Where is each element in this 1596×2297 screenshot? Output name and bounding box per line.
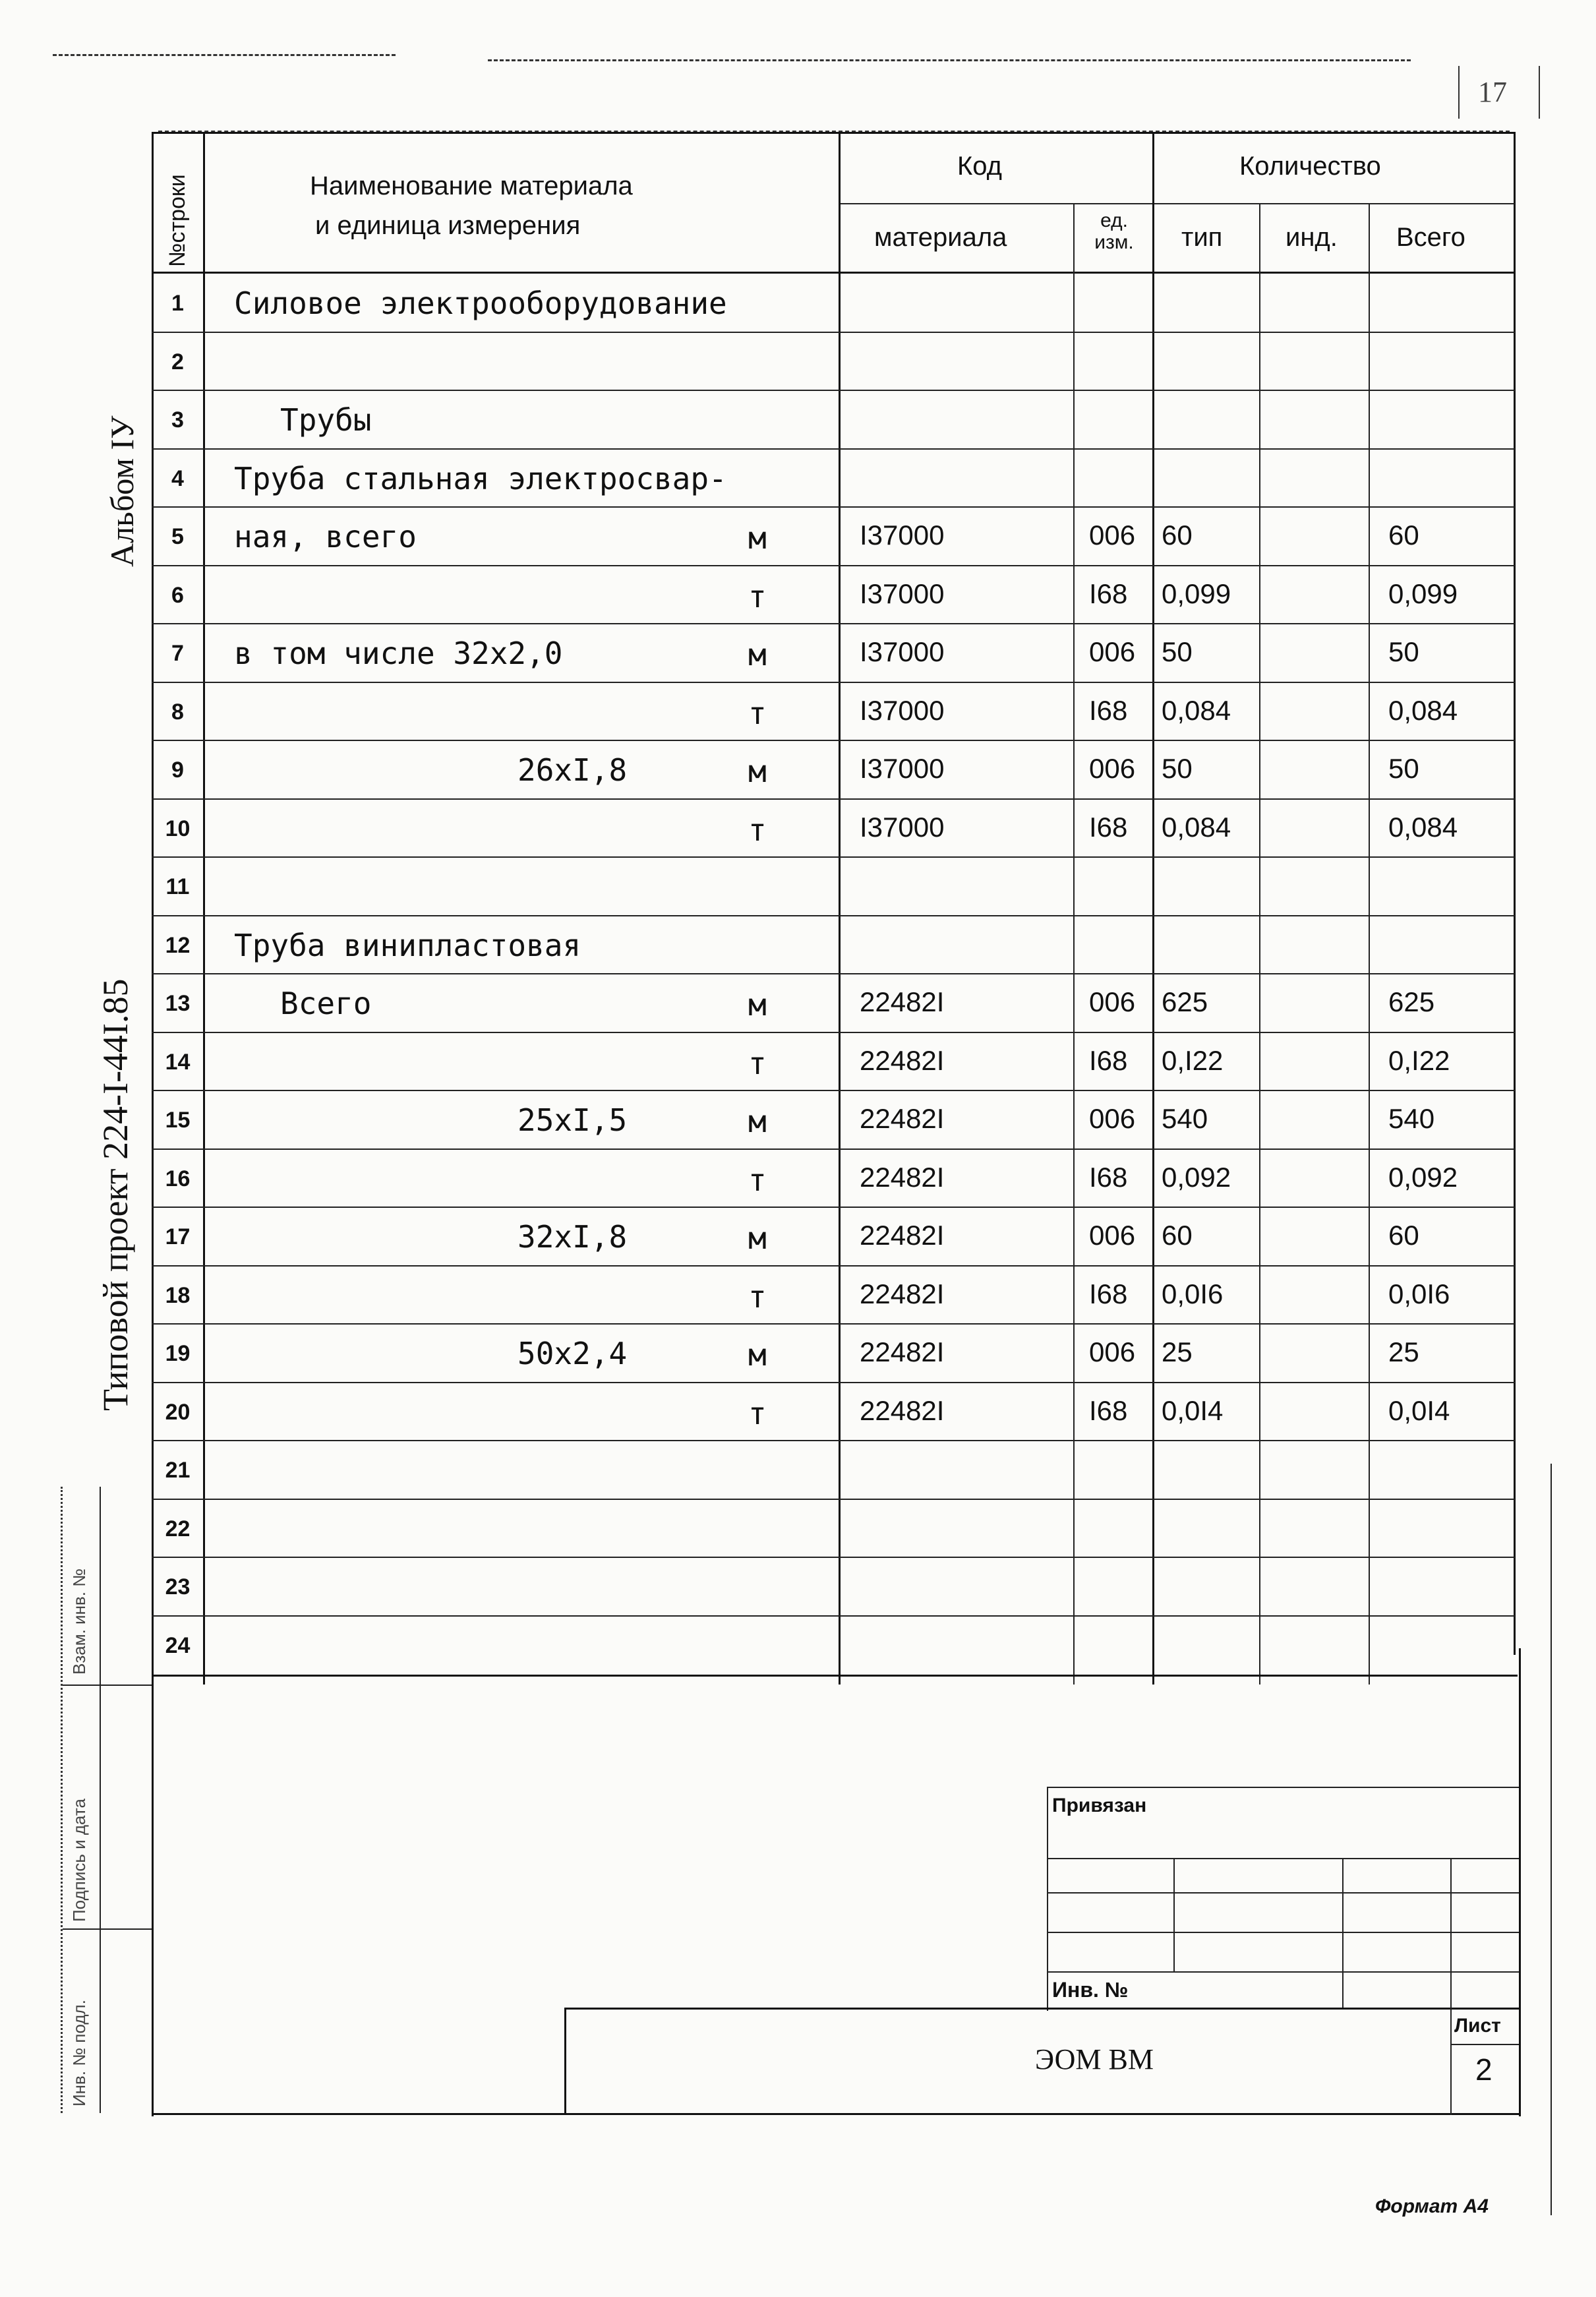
- header-code-material: материала: [874, 223, 1007, 252]
- row-number: 19: [165, 1341, 191, 1366]
- item-name: 32хI,8: [517, 1219, 628, 1255]
- qty-total: 0,084: [1388, 811, 1458, 843]
- material-code: 22482I: [860, 1161, 945, 1193]
- header-quantity: Количество: [1239, 152, 1381, 181]
- unit: т: [748, 812, 767, 848]
- row-number: 24: [165, 1632, 191, 1658]
- unit-code: 006: [1089, 986, 1136, 1017]
- row-number: 20: [165, 1399, 191, 1425]
- qty-total: 540: [1388, 1103, 1435, 1134]
- stamp-sheet-number: 2: [1475, 2052, 1493, 2087]
- header-qty-ind: инд.: [1286, 223, 1338, 252]
- material-code: I37000: [860, 636, 945, 667]
- material-code: 22482I: [860, 986, 945, 1017]
- material-code: I37000: [860, 753, 945, 784]
- unit-code: 006: [1089, 1103, 1136, 1134]
- row-number: 14: [165, 1049, 191, 1075]
- item-name: Силовое электрооборудование: [234, 285, 727, 321]
- row-number: 4: [171, 465, 184, 491]
- qty-total: 625: [1388, 986, 1435, 1017]
- material-code: 22482I: [860, 1394, 945, 1426]
- material-code: I37000: [860, 694, 945, 726]
- header-name-line2: и единица измерения: [315, 211, 581, 240]
- header-code: Код: [957, 152, 1003, 181]
- qty-type: 0,099: [1162, 578, 1231, 609]
- strip-original-inv: Инв. № подл.: [69, 2000, 89, 2106]
- stamp-inv-no: Инв. №: [1052, 1978, 1129, 2002]
- row-number: 9: [171, 758, 184, 783]
- unit: м: [748, 1220, 767, 1256]
- row-number: 21: [165, 1458, 191, 1483]
- row-number: 12: [165, 932, 191, 958]
- row-number: 6: [171, 582, 184, 608]
- row-number: 1: [171, 291, 184, 316]
- qty-type: 0,092: [1162, 1161, 1231, 1193]
- qty-total: 0,099: [1388, 578, 1458, 609]
- unit-code: 006: [1089, 520, 1136, 551]
- unit: т: [748, 695, 767, 731]
- item-name: Труба винипластовая: [234, 927, 581, 963]
- material-code: I37000: [860, 520, 945, 551]
- item-name: 50х2,4: [517, 1336, 628, 1371]
- row-number: 8: [171, 699, 184, 725]
- row-number: 15: [165, 1108, 191, 1133]
- qty-type: 0,I22: [1162, 1044, 1224, 1076]
- row-number: 13: [165, 991, 191, 1016]
- album-label: Альбом IУ: [103, 415, 140, 567]
- qty-type: 625: [1162, 986, 1208, 1017]
- row-number: 18: [165, 1282, 191, 1308]
- row-number: 22: [165, 1516, 191, 1541]
- item-name: ная, всего: [234, 519, 417, 554]
- unit-code: I68: [1089, 1161, 1128, 1193]
- stamp-sheet-label: Лист: [1454, 2015, 1501, 2037]
- qty-total: 0,092: [1388, 1161, 1458, 1193]
- qty-type: 0,084: [1162, 811, 1231, 843]
- qty-total: 50: [1388, 753, 1419, 784]
- unit-code: I68: [1089, 811, 1128, 843]
- qty-type: 50: [1162, 636, 1193, 667]
- row-number: 23: [165, 1574, 191, 1599]
- row-number: 10: [165, 816, 191, 841]
- qty-total: 25: [1388, 1336, 1419, 1367]
- qty-type: 25: [1162, 1336, 1193, 1367]
- strip-signature-date: Подпись и дата: [69, 1798, 89, 1922]
- unit-code: I68: [1089, 1278, 1128, 1309]
- unit: м: [748, 520, 767, 556]
- unit: т: [748, 1045, 767, 1081]
- header-row-number: №строки: [165, 174, 190, 267]
- material-code: I37000: [860, 811, 945, 843]
- qty-total: 60: [1388, 1220, 1419, 1251]
- unit-code: 006: [1089, 636, 1136, 667]
- qty-type: 0,084: [1162, 694, 1231, 726]
- unit-code: 006: [1089, 753, 1136, 784]
- unit: м: [748, 637, 767, 672]
- row-number: 3: [171, 407, 184, 433]
- project-label: Типовой проект 224-I-44I.85: [96, 978, 135, 1411]
- material-code: 22482I: [860, 1044, 945, 1076]
- qty-total: 50: [1388, 636, 1419, 667]
- unit-code: 006: [1089, 1220, 1136, 1251]
- unit-code: I68: [1089, 694, 1128, 726]
- unit: т: [748, 1395, 767, 1431]
- unit: т: [748, 1278, 767, 1315]
- unit: м: [748, 754, 767, 789]
- item-name: 26хI,8: [517, 752, 628, 788]
- unit: м: [748, 1104, 767, 1139]
- page-number-text: 17: [1478, 76, 1507, 108]
- material-code: I37000: [860, 578, 945, 609]
- unit-code: I68: [1089, 578, 1128, 609]
- stamp-linked: Привязан: [1052, 1795, 1147, 1816]
- unit-code: I68: [1089, 1044, 1128, 1076]
- material-code: 22482I: [860, 1220, 945, 1251]
- unit: м: [748, 987, 767, 1023]
- header-name-line1: Наименование материала: [310, 171, 633, 200]
- qty-type: 0,0I4: [1162, 1394, 1224, 1426]
- row-number: 2: [171, 349, 184, 374]
- qty-total: 0,084: [1388, 694, 1458, 726]
- qty-total: 0,0I6: [1388, 1278, 1450, 1309]
- qty-total: 0,I22: [1388, 1044, 1450, 1076]
- strip-replaced-inv: Взам. инв. №: [69, 1568, 89, 1675]
- row-number: 16: [165, 1166, 191, 1191]
- qty-type: 60: [1162, 1220, 1193, 1251]
- unit: т: [748, 1162, 767, 1198]
- right-edge-mark: [1551, 1464, 1552, 2215]
- row-number: 7: [171, 641, 184, 666]
- header-qty-type: тип: [1181, 223, 1223, 252]
- row-number: 5: [171, 524, 184, 549]
- stamp-doc-code: ЭОМ ВМ: [1035, 2043, 1154, 2075]
- qty-total: 0,0I4: [1388, 1394, 1450, 1426]
- format-label: Формат А4: [1375, 2195, 1489, 2217]
- unit: м: [748, 1337, 767, 1373]
- qty-type: 540: [1162, 1103, 1208, 1134]
- unit: т: [748, 578, 767, 614]
- qty-total: 60: [1388, 520, 1419, 551]
- header-qty-total: Всего: [1396, 223, 1465, 252]
- qty-type: 0,0I6: [1162, 1278, 1224, 1309]
- qty-type: 60: [1162, 520, 1193, 551]
- item-name: 25хI,5: [517, 1102, 628, 1138]
- unit-code: 006: [1089, 1336, 1136, 1367]
- item-name: Всего: [280, 986, 372, 1021]
- item-name: Труба стальная электросвар-: [234, 460, 727, 496]
- qty-type: 50: [1162, 753, 1193, 784]
- row-number: 17: [165, 1224, 191, 1249]
- material-code: 22482I: [860, 1103, 945, 1134]
- item-name: в том числе 32х2,0: [234, 636, 563, 671]
- header-code-unit: ед. изм.: [1094, 210, 1134, 253]
- item-name: Трубы: [280, 402, 372, 438]
- material-code: 22482I: [860, 1336, 945, 1367]
- material-code: 22482I: [860, 1278, 945, 1309]
- row-number: 11: [165, 874, 190, 899]
- unit-code: I68: [1089, 1394, 1128, 1426]
